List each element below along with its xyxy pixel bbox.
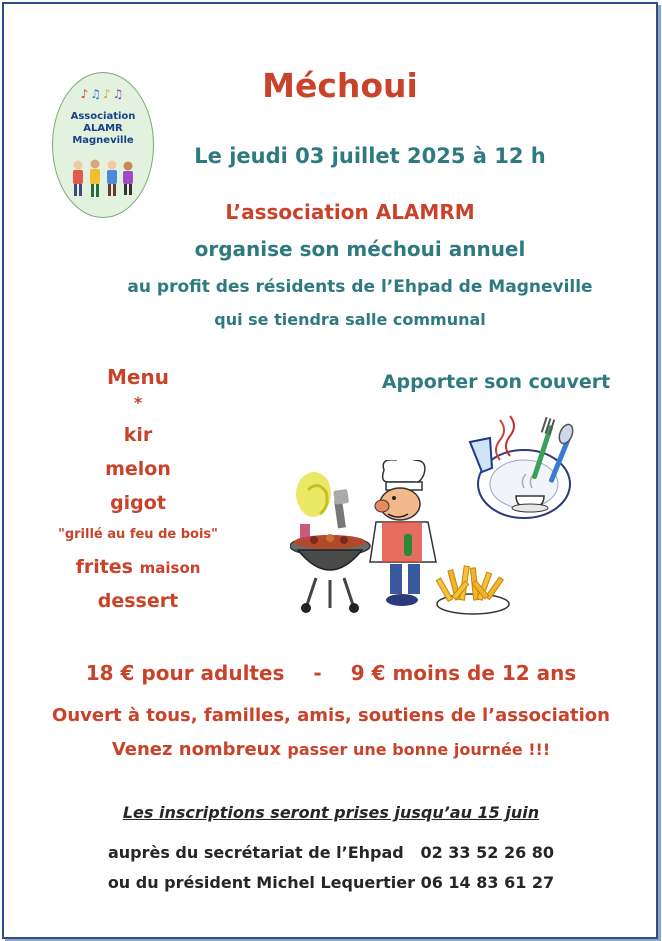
registration-deadline: Les inscriptions seront prises jusqu’au 15 juin bbox=[122, 803, 540, 822]
menu-item-gigot: gigot bbox=[110, 492, 166, 514]
fries-icon bbox=[432, 556, 514, 620]
menu-list bbox=[30, 362, 246, 618]
menu-separator: * bbox=[133, 393, 143, 412]
menu-item-frites-small: maison bbox=[139, 559, 201, 577]
bring-cutlery-note: Apporter son couvert bbox=[381, 371, 611, 393]
president-label: ou du président Michel Lequertier bbox=[107, 873, 415, 892]
children-icon bbox=[69, 157, 137, 201]
logo-line-2: ALAMR bbox=[83, 123, 123, 134]
association-logo bbox=[52, 72, 154, 218]
come-many-line bbox=[20, 735, 642, 765]
logo-line-3: Magneville bbox=[72, 135, 134, 146]
menu-item-melon: melon bbox=[105, 458, 171, 480]
secretariat-contact bbox=[30, 840, 632, 866]
menu-title: Menu bbox=[107, 365, 169, 389]
come-many-part2: passer une bonne journée !!! bbox=[287, 740, 551, 759]
come-many-part1: Venez nombreux bbox=[111, 739, 282, 760]
child-price: 9 € moins de 12 ans bbox=[350, 661, 577, 685]
price-separator: - bbox=[313, 661, 322, 685]
venue-line: qui se tiendra salle communal bbox=[214, 310, 486, 329]
association-name: L’association ALAMRM bbox=[225, 200, 475, 224]
prices-line bbox=[20, 658, 642, 688]
adult-price: 18 € pour adultes bbox=[85, 661, 285, 685]
secretariat-label: auprès du secrétariat de l’Ehpad bbox=[107, 843, 404, 862]
president-contact bbox=[30, 870, 632, 896]
secretariat-phone: 02 33 52 26 80 bbox=[420, 843, 555, 862]
event-date: Le jeudi 03 juillet 2025 à 12 h bbox=[194, 144, 546, 168]
menu-item-kir: kir bbox=[123, 424, 153, 446]
menu-note: "grillé au feu de bois" bbox=[58, 527, 218, 542]
open-to-all-line: Ouvert à tous, familles, amis, soutiens de l’association bbox=[52, 705, 610, 726]
menu-item-frites-main: frites bbox=[75, 556, 133, 578]
music-notes-icon: ♪♫♪♫ bbox=[80, 87, 126, 101]
organise-line: organise son méchoui annuel bbox=[194, 237, 526, 261]
page-title: Méchoui bbox=[262, 66, 418, 105]
menu-item-dessert: dessert bbox=[97, 590, 179, 612]
president-phone: 06 14 83 61 27 bbox=[420, 873, 555, 892]
logo-text bbox=[53, 111, 153, 147]
profit-line: au profit des résidents de l’Ehpad de Magneville bbox=[127, 277, 593, 297]
barbecue-chef-icon bbox=[290, 460, 440, 616]
menu-item-frites bbox=[30, 550, 246, 584]
tableware-icon bbox=[460, 412, 590, 524]
logo-line-1: Association bbox=[70, 111, 136, 122]
